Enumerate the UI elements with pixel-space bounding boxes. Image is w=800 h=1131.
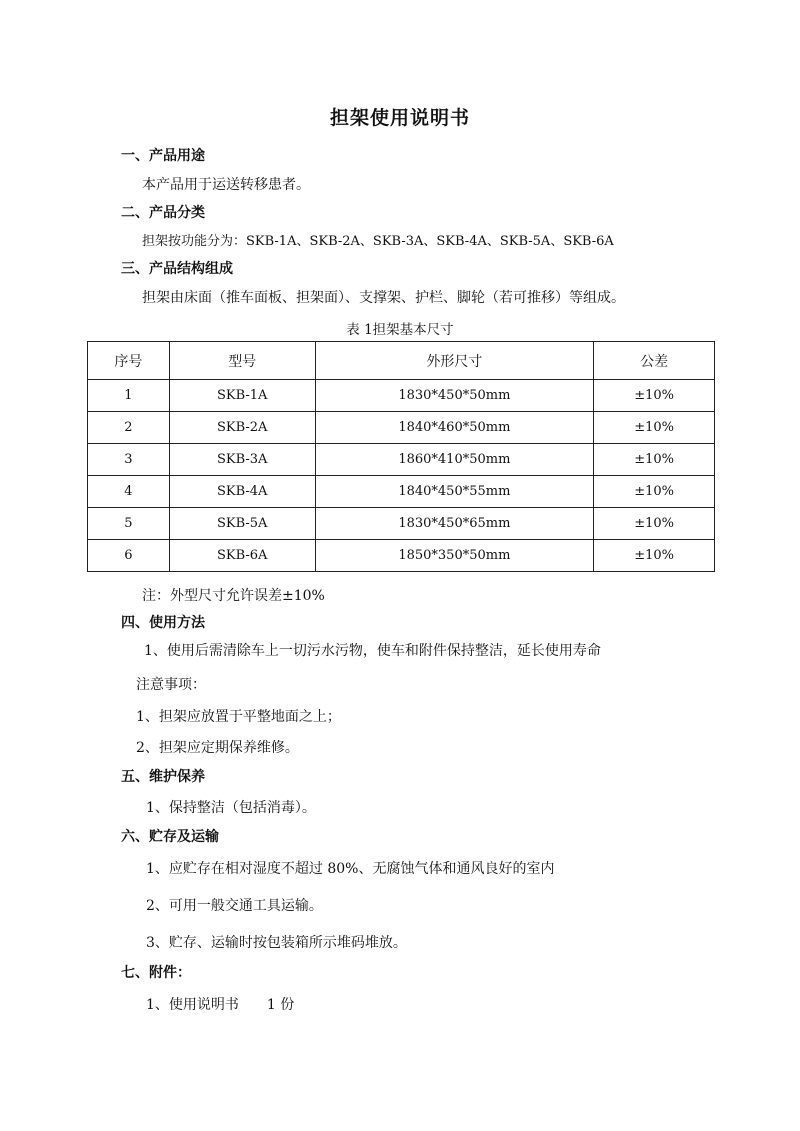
maintenance-line: 1、保持整洁（包括消毒）。: [146, 800, 316, 816]
header-dimensions: 外形尺寸: [315, 342, 594, 380]
section-heading-storage: 六、贮存及运输: [121, 829, 219, 845]
storage-line: 1、应贮存在相对湿度不超过 80%、无腐蚀气体和通风良好的室内: [146, 861, 555, 877]
section-heading-accessories: 七、附件：: [121, 965, 191, 981]
cell-serial: 2: [88, 412, 170, 444]
cell-tolerance: ±10%: [594, 476, 715, 508]
cell-serial: 5: [88, 508, 170, 540]
table-row: [88, 508, 715, 540]
cell-tolerance: ±10%: [594, 444, 715, 476]
storage-line: 2、可用一般交通工具运输。: [146, 898, 323, 914]
section-heading-maintenance: 五、维护保养: [121, 769, 205, 785]
usage-method-line: 1、使用后需清除车上一切污水污物，使车和附件保持整洁，延长使用寿命: [144, 643, 601, 659]
cell-dimensions: 1860*410*50mm: [315, 444, 594, 476]
section-heading-usage: 一、产品用途: [121, 148, 205, 164]
cell-dimensions: 1850*350*50mm: [315, 540, 594, 572]
section-heading-classification: 二、产品分类: [121, 205, 205, 221]
table-row: [88, 476, 715, 508]
dimensions-table: [87, 341, 715, 572]
storage-line: 3、贮存、运输时按包装箱所示堆码堆放。: [146, 935, 407, 951]
cell-dimensions: 1830*450*50mm: [315, 380, 594, 412]
table-row: [88, 444, 715, 476]
cell-tolerance: ±10%: [594, 380, 715, 412]
header-serial: 序号: [88, 342, 170, 380]
cell-model: SKB-5A: [169, 508, 315, 540]
cell-serial: 4: [88, 476, 170, 508]
cell-tolerance: ±10%: [594, 508, 715, 540]
cell-model: SKB-3A: [169, 444, 315, 476]
table-note: 注：外型尺寸允许误差±10%: [142, 588, 325, 604]
table-row: [88, 412, 715, 444]
cell-model: SKB-4A: [169, 476, 315, 508]
table-row: [88, 540, 715, 572]
header-tolerance: 公差: [594, 342, 715, 380]
cell-tolerance: ±10%: [594, 540, 715, 572]
table-row: [88, 380, 715, 412]
cell-dimensions: 1840*460*50mm: [315, 412, 594, 444]
table-header-row: [88, 342, 715, 380]
cell-dimensions: 1840*450*55mm: [315, 476, 594, 508]
cell-model: SKB-6A: [169, 540, 315, 572]
precaution-line: 2、担架应定期保养维修。: [136, 740, 299, 756]
accessory-line: 1、使用说明书 1 份: [146, 997, 295, 1013]
cell-serial: 6: [88, 540, 170, 572]
section-heading-structure: 三、产品结构组成: [121, 261, 233, 277]
header-model: 型号: [169, 342, 315, 380]
cell-model: SKB-2A: [169, 412, 315, 444]
usage-text: 本产品用于运送转移患者。: [142, 177, 310, 193]
section-heading-usage-method: 四、使用方法: [121, 615, 205, 631]
structure-text: 担架由床面（推车面板、担架面）、支撑架、护栏、脚轮（若可推移）等组成。: [142, 290, 625, 306]
cell-dimensions: 1830*450*65mm: [315, 508, 594, 540]
cell-model: SKB-1A: [169, 380, 315, 412]
cell-serial: 3: [88, 444, 170, 476]
classification-text: 担架按功能分为：SKB-1A、SKB-2A、SKB-3A、SKB-4A、SKB-5A、SKB-6A: [142, 234, 614, 249]
precautions-label: 注意事项：: [136, 677, 206, 693]
precaution-line: 1、担架应放置于平整地面之上；: [136, 709, 341, 725]
table-caption: 表 1担架基本尺寸: [346, 322, 454, 338]
document-title: 担架使用说明书: [329, 107, 470, 129]
cell-tolerance: ±10%: [594, 412, 715, 444]
cell-serial: 1: [88, 380, 170, 412]
